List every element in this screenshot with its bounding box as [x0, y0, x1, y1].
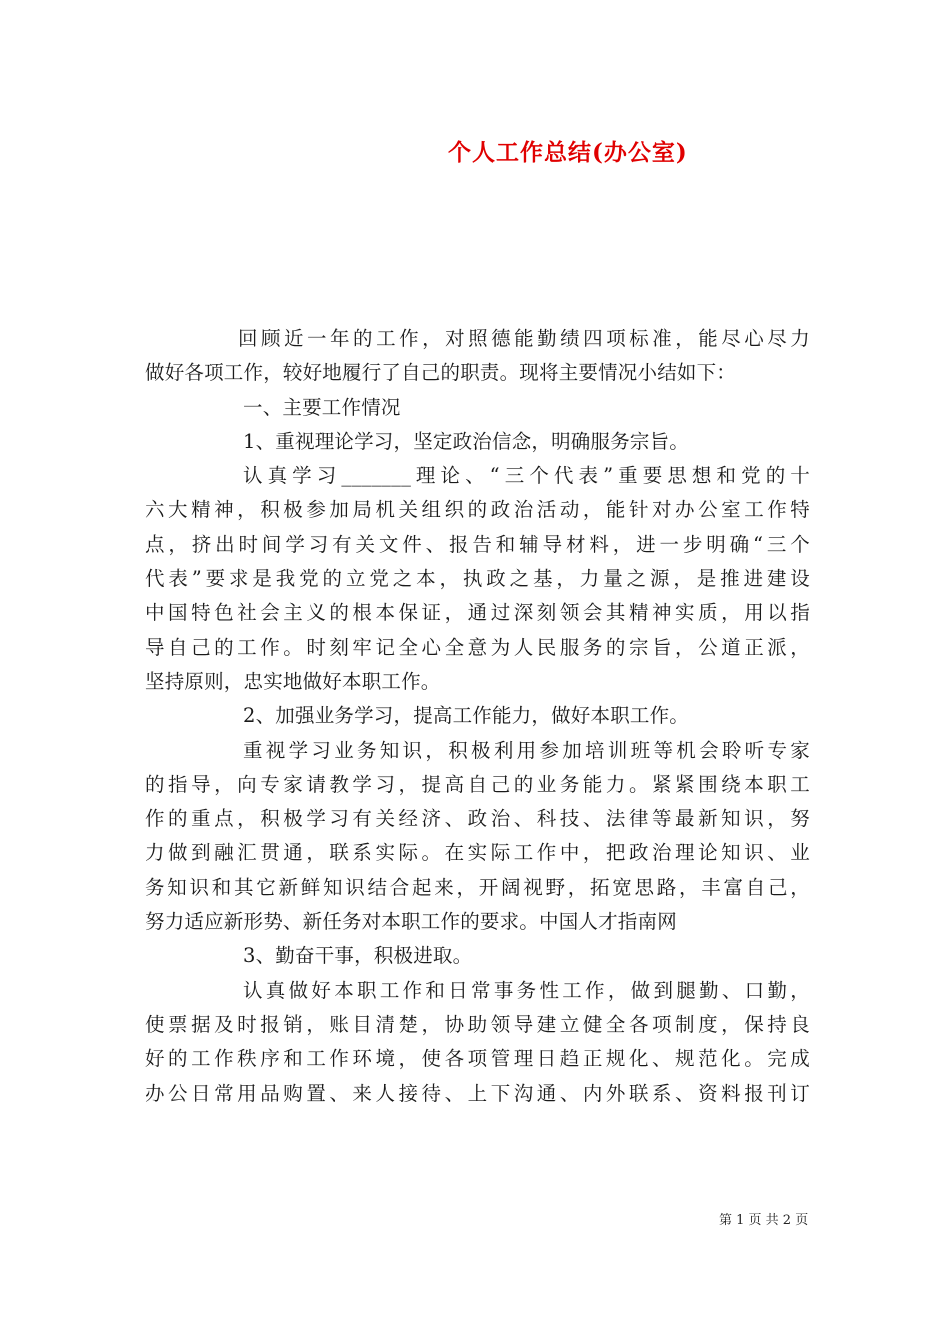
- paragraph-line: 回顾近一年的工作，对照德能勤绩四项标准，能尽心尽力: [238, 327, 810, 350]
- paragraph-line: 一、主要工作情况: [243, 395, 401, 419]
- paragraph-line: 作的重点，积极学习有关经济、政治、科技、法律等最新知识，努: [145, 807, 810, 831]
- document-title: 个人工作总结(办公室): [448, 139, 688, 166]
- paragraph-line: 2、加强业务学习，提高工作能力，做好本职工作。: [243, 704, 690, 728]
- paragraph-line: 中国特色社会主义的根本保证，通过深刻领会其精神实质，用以指: [145, 601, 810, 625]
- paragraph-line: 重视学习业务知识，积极利用参加培训班等机会聆听专家: [243, 738, 810, 762]
- paragraph-line: 导自己的工作。时刻牢记全心全意为人民服务的宗旨，公道正派，: [145, 635, 810, 659]
- document-body: [145, 322, 810, 1111]
- paragraph-line: 好的工作秩序和工作环境，使各项管理日趋正规化、规范化。完成: [145, 1047, 810, 1071]
- paragraph-line: 3、勤奋干事，积极进取。: [243, 944, 473, 968]
- paragraph-line: 认真做好本职工作和日常事务性工作，做到腿勤、口勤，: [243, 978, 810, 1002]
- page-footer: 第 1 页 共 2 页: [719, 1213, 809, 1228]
- paragraph-line: 做好各项工作，较好地履行了自己的职责。现将主要情况小结如下：: [145, 361, 737, 385]
- paragraph-line: 坚持原则，忠实地做好本职工作。: [145, 669, 441, 693]
- paragraph-line: 1、重视理论学习，坚定政治信念，明确服务宗旨。: [243, 429, 690, 453]
- paragraph-line: 使票据及时报销，账目清楚，协助领导建立健全各项制度，保持良: [145, 1012, 810, 1036]
- paragraph-line: 点，挤出时间学习有关文件、报告和辅导材料，进一步明确“三个: [145, 532, 810, 556]
- paragraph-line: 力做到融汇贯通，联系实际。在实际工作中，把政治理论知识、业: [145, 841, 810, 865]
- paragraph-line: 六大精神，积极参加局机关组织的政治活动，能针对办公室工作特: [145, 498, 810, 522]
- paragraph-line: 努力适应新形势、新任务对本职工作的要求。中国人才指南网: [145, 910, 677, 934]
- paragraph-line: 的指导，向专家请教学习，提高自己的业务能力。紧紧围绕本职工: [145, 772, 810, 796]
- paragraph-line: 办公日常用品购置、来人接待、上下沟通、内外联系、资料报刊订: [145, 1081, 810, 1105]
- paragraph-line: 代表”要求是我党的立党之本，执政之基，力量之源，是推进建设: [145, 567, 810, 591]
- paragraph-line: 认真学习_______理论、“三个代表”重要思想和党的十: [243, 464, 810, 488]
- paragraph-line: 务知识和其它新鲜知识结合起来，开阔视野，拓宽思路，丰富自己，: [145, 875, 810, 899]
